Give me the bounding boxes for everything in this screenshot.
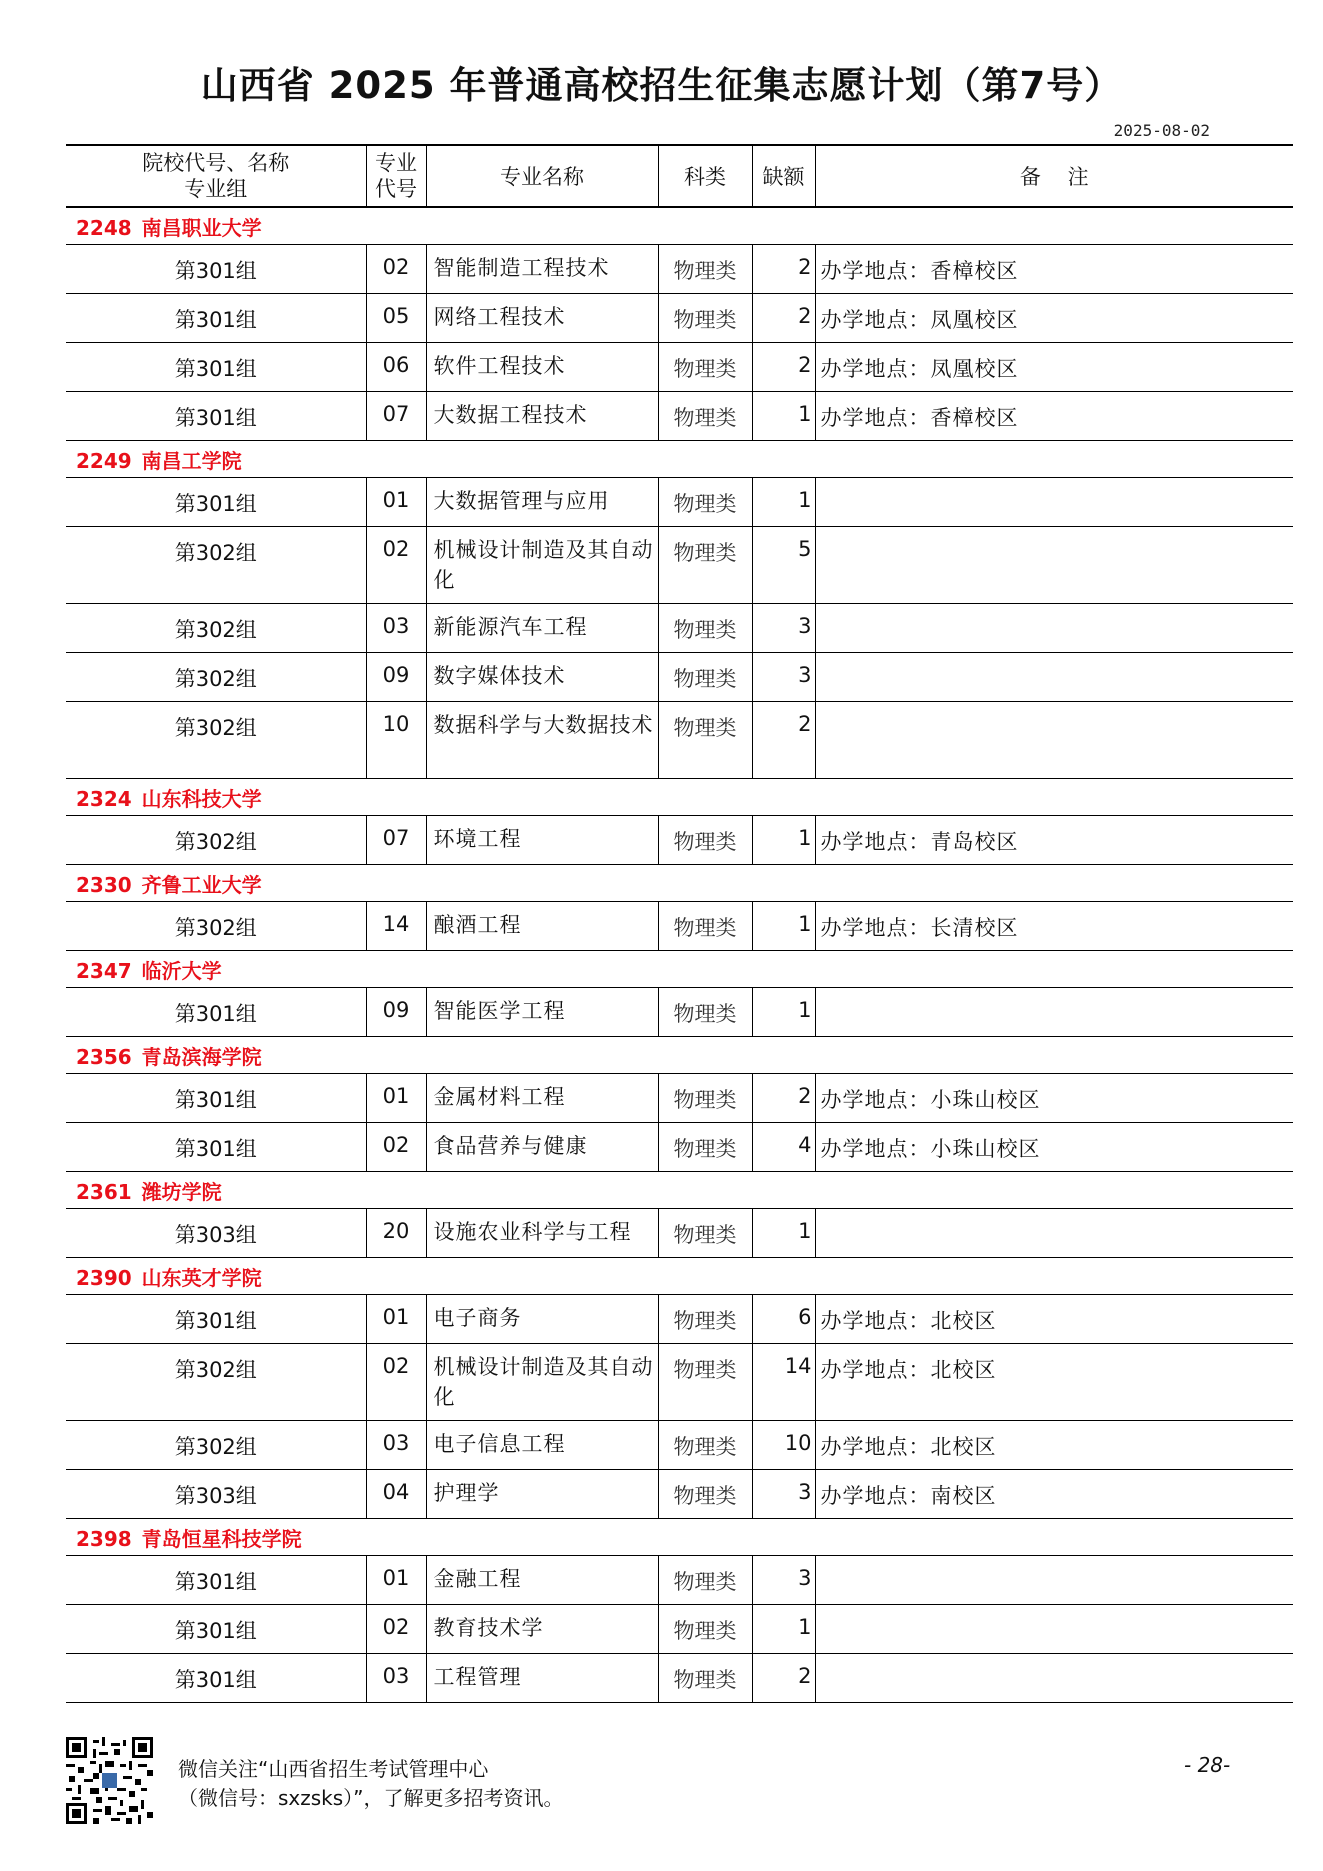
vacancy-cell: 2 xyxy=(752,245,815,294)
institution-cell xyxy=(66,951,1293,988)
major-code-cell: 02 xyxy=(366,1344,426,1421)
institution-code: 2330 xyxy=(76,872,132,897)
institution-name: 青岛恒星科技学院 xyxy=(141,1526,302,1551)
institution-row xyxy=(66,207,1293,245)
note-cell: 办学地点：青岛校区 xyxy=(815,816,1293,865)
major-group-cell: 第301组 xyxy=(66,988,366,1037)
institution-cell xyxy=(66,1258,1293,1295)
major-name-cell: 网络工程技术 xyxy=(426,294,658,343)
institution-cell xyxy=(66,779,1293,816)
major-group-cell: 第302组 xyxy=(66,527,366,604)
subject-cell: 物理类 xyxy=(658,343,752,392)
major-code-cell: 14 xyxy=(366,902,426,951)
major-code-cell: 03 xyxy=(366,1654,426,1703)
header-notes: 备 注 xyxy=(815,145,1293,207)
note-cell: 办学地点：北校区 xyxy=(815,1421,1293,1470)
table-header-row xyxy=(66,145,1293,207)
major-name-cell: 酿酒工程 xyxy=(426,902,658,951)
major-name-cell: 工程管理 xyxy=(426,1654,658,1703)
subject-cell: 物理类 xyxy=(658,1123,752,1172)
institution-code: 2398 xyxy=(76,1526,132,1551)
major-name-cell: 机械设计制造及其自动化 xyxy=(426,1344,658,1421)
note-cell xyxy=(815,604,1293,653)
admission-plan-table xyxy=(66,144,1293,1703)
vacancy-cell: 3 xyxy=(752,604,815,653)
major-group-cell: 第303组 xyxy=(66,1470,366,1519)
major-code-cell: 02 xyxy=(366,527,426,604)
note-cell: 办学地点：长清校区 xyxy=(815,902,1293,951)
institution-row xyxy=(66,1519,1293,1556)
qr-code-icon xyxy=(66,1737,153,1824)
vacancy-cell: 1 xyxy=(752,988,815,1037)
header-institution-label: 院校代号、名称 xyxy=(142,151,290,175)
subject-cell: 物理类 xyxy=(658,1344,752,1421)
note-cell: 办学地点：小珠山校区 xyxy=(815,1123,1293,1172)
table-row xyxy=(66,1123,1293,1172)
major-name-cell: 数字媒体技术 xyxy=(426,653,658,702)
note-cell xyxy=(815,1605,1293,1654)
subject-cell: 物理类 xyxy=(658,1209,752,1258)
note-cell: 办学地点：凤凰校区 xyxy=(815,294,1293,343)
table-row xyxy=(66,1605,1293,1654)
subject-cell: 物理类 xyxy=(658,1421,752,1470)
major-code-cell: 02 xyxy=(366,1605,426,1654)
table-row xyxy=(66,702,1293,779)
note-cell xyxy=(815,1556,1293,1605)
major-group-cell: 第302组 xyxy=(66,816,366,865)
header-group-label: 专业组 xyxy=(184,177,248,201)
vacancy-cell: 3 xyxy=(752,1470,815,1519)
table-row xyxy=(66,1470,1293,1519)
institution-row xyxy=(66,951,1293,988)
note-cell xyxy=(815,1654,1293,1703)
header-major-code-line1: 专业 xyxy=(375,151,417,175)
vacancy-cell: 5 xyxy=(752,527,815,604)
institution-code: 2390 xyxy=(76,1265,132,1290)
vacancy-cell: 14 xyxy=(752,1344,815,1421)
subject-cell: 物理类 xyxy=(658,653,752,702)
major-group-cell: 第302组 xyxy=(66,1421,366,1470)
subject-cell: 物理类 xyxy=(658,1654,752,1703)
note-cell: 办学地点：凤凰校区 xyxy=(815,343,1293,392)
major-code-cell: 06 xyxy=(366,343,426,392)
institution-row xyxy=(66,1258,1293,1295)
subject-cell: 物理类 xyxy=(658,1556,752,1605)
note-cell: 办学地点：南校区 xyxy=(815,1470,1293,1519)
subject-cell: 物理类 xyxy=(658,527,752,604)
institution-name: 南昌工学院 xyxy=(141,448,242,473)
major-group-cell: 第301组 xyxy=(66,1556,366,1605)
institution-code: 2356 xyxy=(76,1044,132,1069)
major-code-cell: 03 xyxy=(366,604,426,653)
institution-code: 2324 xyxy=(76,786,132,811)
footer-wechat-line2: （微信号：sxzsks）”，了解更多招考资讯。 xyxy=(178,1786,564,1810)
major-name-cell: 新能源汽车工程 xyxy=(426,604,658,653)
institution-cell xyxy=(66,865,1293,902)
header-major-code-line2: 代号 xyxy=(375,177,417,201)
institution-code: 2361 xyxy=(76,1179,132,1204)
publish-date: 2025-08-02 xyxy=(1113,121,1210,140)
note-cell xyxy=(815,527,1293,604)
header-subject: 科类 xyxy=(658,145,752,207)
subject-cell: 物理类 xyxy=(658,1295,752,1344)
subject-cell: 物理类 xyxy=(658,1470,752,1519)
table-row xyxy=(66,604,1293,653)
header-vacancy: 缺额 xyxy=(752,145,815,207)
page-number: - 28- xyxy=(1184,1753,1231,1777)
subject-cell: 物理类 xyxy=(658,1074,752,1123)
vacancy-cell: 6 xyxy=(752,1295,815,1344)
institution-code: 2347 xyxy=(76,958,132,983)
subject-cell: 物理类 xyxy=(658,902,752,951)
vacancy-cell: 2 xyxy=(752,343,815,392)
note-cell: 办学地点：香樟校区 xyxy=(815,392,1293,441)
major-group-cell: 第301组 xyxy=(66,343,366,392)
subject-cell: 物理类 xyxy=(658,245,752,294)
note-cell xyxy=(815,653,1293,702)
table-row xyxy=(66,1074,1293,1123)
major-name-cell: 电子商务 xyxy=(426,1295,658,1344)
subject-cell: 物理类 xyxy=(658,988,752,1037)
institution-cell xyxy=(66,1172,1293,1209)
footer-wechat-line1: 微信关注“山西省招生考试管理中心 xyxy=(178,1757,489,1781)
major-group-cell: 第302组 xyxy=(66,604,366,653)
institution-name: 山东科技大学 xyxy=(141,786,262,811)
table-row xyxy=(66,245,1293,294)
subject-cell: 物理类 xyxy=(658,392,752,441)
major-group-cell: 第301组 xyxy=(66,392,366,441)
table-row xyxy=(66,392,1293,441)
institution-name: 山东英才学院 xyxy=(141,1265,262,1290)
major-name-cell: 数据科学与大数据技术 xyxy=(426,702,658,779)
institution-code: 2248 xyxy=(76,215,132,240)
note-cell: 办学地点：香樟校区 xyxy=(815,245,1293,294)
vacancy-cell: 1 xyxy=(752,816,815,865)
note-cell: 办学地点：小珠山校区 xyxy=(815,1074,1293,1123)
subject-cell: 物理类 xyxy=(658,604,752,653)
note-cell xyxy=(815,1209,1293,1258)
major-group-cell: 第301组 xyxy=(66,1123,366,1172)
institution-row xyxy=(66,1037,1293,1074)
table-row xyxy=(66,343,1293,392)
note-cell: 办学地点：北校区 xyxy=(815,1295,1293,1344)
institution-cell xyxy=(66,1037,1293,1074)
institution-row xyxy=(66,865,1293,902)
major-name-cell: 软件工程技术 xyxy=(426,343,658,392)
major-code-cell: 09 xyxy=(366,653,426,702)
major-code-cell: 03 xyxy=(366,1421,426,1470)
vacancy-cell: 1 xyxy=(752,902,815,951)
subject-cell: 物理类 xyxy=(658,478,752,527)
vacancy-cell: 2 xyxy=(752,702,815,779)
major-code-cell: 07 xyxy=(366,816,426,865)
major-group-cell: 第301组 xyxy=(66,478,366,527)
note-cell: 办学地点：北校区 xyxy=(815,1344,1293,1421)
table-row xyxy=(66,1556,1293,1605)
institution-name: 青岛滨海学院 xyxy=(141,1044,262,1069)
major-group-cell: 第301组 xyxy=(66,1074,366,1123)
table-row xyxy=(66,1654,1293,1703)
table-row xyxy=(66,1209,1293,1258)
major-group-cell: 第302组 xyxy=(66,902,366,951)
major-group-cell: 第301组 xyxy=(66,294,366,343)
institution-name: 潍坊学院 xyxy=(141,1179,222,1204)
major-group-cell: 第301组 xyxy=(66,1605,366,1654)
table-row xyxy=(66,988,1293,1037)
institution-row xyxy=(66,1172,1293,1209)
table-row xyxy=(66,1421,1293,1470)
major-name-cell: 机械设计制造及其自动化 xyxy=(426,527,658,604)
institution-cell xyxy=(66,1519,1293,1556)
major-name-cell: 金属材料工程 xyxy=(426,1074,658,1123)
subject-cell: 物理类 xyxy=(658,294,752,343)
vacancy-cell: 10 xyxy=(752,1421,815,1470)
major-group-cell: 第302组 xyxy=(66,653,366,702)
major-name-cell: 食品营养与健康 xyxy=(426,1123,658,1172)
table-row xyxy=(66,1344,1293,1421)
table-row xyxy=(66,816,1293,865)
institution-code: 2249 xyxy=(76,448,132,473)
vacancy-cell: 4 xyxy=(752,1123,815,1172)
note-cell xyxy=(815,988,1293,1037)
header-major-name: 专业名称 xyxy=(426,145,658,207)
major-code-cell: 04 xyxy=(366,1470,426,1519)
major-group-cell: 第301组 xyxy=(66,245,366,294)
vacancy-cell: 2 xyxy=(752,1074,815,1123)
vacancy-cell: 3 xyxy=(752,653,815,702)
table-row xyxy=(66,902,1293,951)
vacancy-cell: 1 xyxy=(752,1209,815,1258)
table-row xyxy=(66,527,1293,604)
institution-name: 南昌职业大学 xyxy=(141,215,262,240)
major-group-cell: 第303组 xyxy=(66,1209,366,1258)
major-code-cell: 01 xyxy=(366,1074,426,1123)
major-group-cell: 第302组 xyxy=(66,1344,366,1421)
major-name-cell: 智能制造工程技术 xyxy=(426,245,658,294)
vacancy-cell: 1 xyxy=(752,1605,815,1654)
subject-cell: 物理类 xyxy=(658,702,752,779)
note-cell xyxy=(815,478,1293,527)
major-name-cell: 教育技术学 xyxy=(426,1605,658,1654)
major-code-cell: 02 xyxy=(366,245,426,294)
institution-cell xyxy=(66,207,1293,245)
major-code-cell: 20 xyxy=(366,1209,426,1258)
major-name-cell: 大数据管理与应用 xyxy=(426,478,658,527)
major-name-cell: 电子信息工程 xyxy=(426,1421,658,1470)
major-code-cell: 01 xyxy=(366,1556,426,1605)
major-code-cell: 10 xyxy=(366,702,426,779)
document-title: 山西省 2025 年普通高校招生征集志愿计划（第7号） xyxy=(200,64,1123,107)
major-name-cell: 护理学 xyxy=(426,1470,658,1519)
vacancy-cell: 3 xyxy=(752,1556,815,1605)
institution-cell xyxy=(66,441,1293,478)
major-code-cell: 01 xyxy=(366,478,426,527)
header-major-code xyxy=(366,145,426,207)
vacancy-cell: 1 xyxy=(752,478,815,527)
major-code-cell: 09 xyxy=(366,988,426,1037)
vacancy-cell: 2 xyxy=(752,294,815,343)
header-institution-group xyxy=(66,145,366,207)
subject-cell: 物理类 xyxy=(658,1605,752,1654)
major-name-cell: 环境工程 xyxy=(426,816,658,865)
table-row xyxy=(66,478,1293,527)
vacancy-cell: 1 xyxy=(752,392,815,441)
institution-row xyxy=(66,779,1293,816)
major-code-cell: 01 xyxy=(366,1295,426,1344)
major-name-cell: 设施农业科学与工程 xyxy=(426,1209,658,1258)
table-row xyxy=(66,294,1293,343)
major-code-cell: 02 xyxy=(366,1123,426,1172)
institution-name: 临沂大学 xyxy=(141,958,222,983)
major-code-cell: 05 xyxy=(366,294,426,343)
vacancy-cell: 2 xyxy=(752,1654,815,1703)
major-name-cell: 大数据工程技术 xyxy=(426,392,658,441)
major-name-cell: 金融工程 xyxy=(426,1556,658,1605)
major-group-cell: 第301组 xyxy=(66,1654,366,1703)
major-code-cell: 07 xyxy=(366,392,426,441)
institution-row xyxy=(66,441,1293,478)
major-group-cell: 第301组 xyxy=(66,1295,366,1344)
table-row xyxy=(66,1295,1293,1344)
table-body xyxy=(66,207,1293,1703)
major-group-cell: 第302组 xyxy=(66,702,366,779)
subject-cell: 物理类 xyxy=(658,816,752,865)
note-cell xyxy=(815,702,1293,779)
institution-name: 齐鲁工业大学 xyxy=(141,872,262,897)
major-name-cell: 智能医学工程 xyxy=(426,988,658,1037)
table-row xyxy=(66,653,1293,702)
page-footer xyxy=(66,1737,1293,1827)
